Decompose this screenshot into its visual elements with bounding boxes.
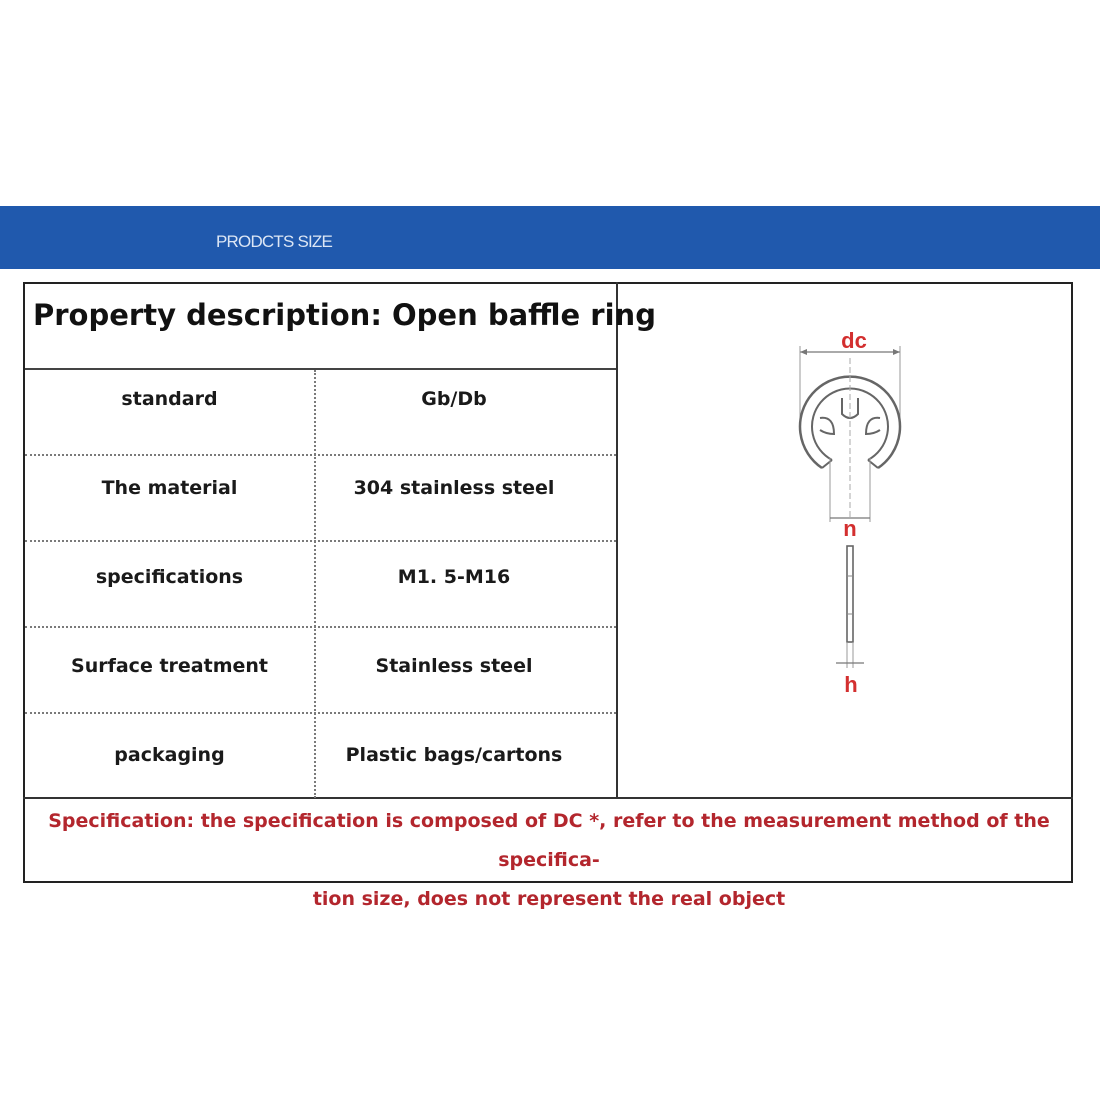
row-value-packaging: Plastic bags/cartons — [345, 744, 563, 766]
arrowhead — [893, 349, 900, 355]
e-clip-diagram — [780, 318, 920, 708]
table-bottom-divider — [23, 797, 1073, 799]
side-view-ring — [847, 546, 853, 642]
specification-note — [25, 802, 1073, 919]
row-divider — [25, 540, 616, 542]
dim-n-label: n — [843, 516, 857, 541]
row-label-surface-treatment: Surface treatment — [71, 655, 268, 677]
row-label-specifications: specifications — [95, 566, 244, 588]
row-divider — [25, 626, 616, 628]
ring-tab-right — [866, 418, 880, 434]
ring-tab-left — [820, 418, 834, 434]
row-value-specifications: M1. 5-M16 — [397, 566, 511, 588]
table-column-divider — [616, 282, 618, 798]
banner-title: PRODCTS SIZE — [216, 232, 333, 251]
row-divider — [25, 368, 616, 370]
row-label-packaging: packaging — [114, 744, 225, 766]
row-value-surface-treatment: Stainless steel — [375, 655, 533, 677]
arrowhead — [800, 349, 807, 355]
property-heading: Property description: Open baffle ring — [33, 298, 656, 332]
dim-dc-label: dc — [841, 328, 867, 353]
dim-h-label: h — [844, 672, 858, 697]
top-banner — [0, 206, 1100, 269]
row-divider — [25, 454, 616, 456]
row-label-standard: standard — [121, 388, 218, 410]
row-label-material: The material — [101, 477, 238, 499]
row-value-standard: Gb/Db — [421, 388, 487, 410]
row-divider — [25, 712, 616, 714]
note-line-2: tion size, does not represent the real object — [312, 888, 786, 910]
note-line-1: Specification: the specification is composed of DC *, refer to the measurement method of the specifica- — [48, 810, 1050, 871]
row-value-material: 304 stainless steel — [353, 477, 555, 499]
